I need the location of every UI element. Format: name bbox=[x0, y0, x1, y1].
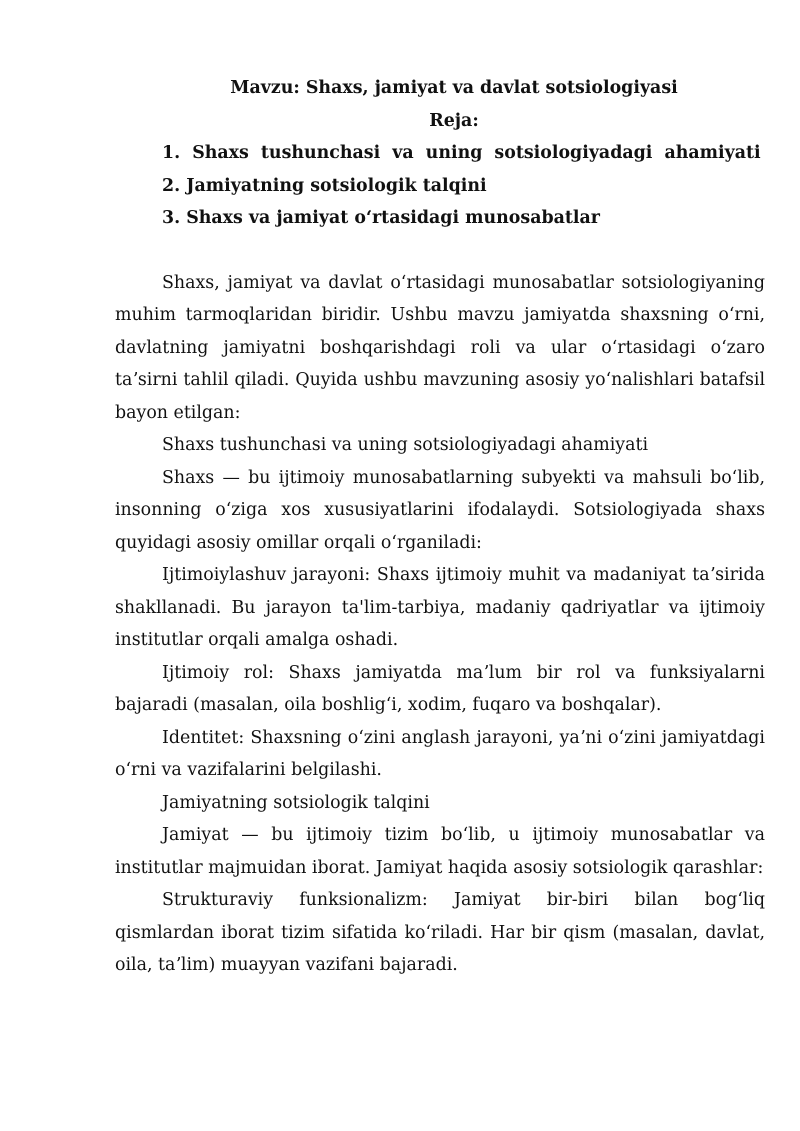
document-title: Mavzu: Shaxs, jamiyat va davlat sotsiologiyasi bbox=[230, 78, 678, 98]
paragraph-social-role: Ijtimoiy rol: Shaxs jamiyatda maʼlum bir rol va funksiyalarni bajaradi (masalan, oila boshligʻi, xodim, fuqaro va boshqalar). bbox=[115, 662, 765, 715]
section-heading-shaxs: Shaxs tushunchasi va uning sotsiologiyadagi ahamiyati bbox=[162, 435, 649, 455]
section-spacer bbox=[115, 235, 765, 267]
document-body bbox=[115, 72, 765, 982]
section-heading-jamiyat: Jamiyatning sotsiologik talqini bbox=[162, 792, 430, 813]
plan-item-2: 2. Jamiyatning sotsiologik talqini bbox=[162, 175, 487, 196]
paragraph-shaxs-definition: Shaxs — bu ijtimoiy munosabatlarning subyekti va mahsuli boʻlib, insonning oʻziga xos xususiyatlarini ifodalaydi. Sotsiologiyada shaxs quyidagi asosiy omillar orqali oʻrganiladi: bbox=[115, 467, 765, 553]
paragraph-jamiyat-definition: Jamiyat — bu ijtimoiy tizim boʻlib, u ijtimoiy munosabatlar va institutlar majmuidan iborat. Jamiyat haqida asosiy sotsiologik qarashlar: bbox=[115, 825, 765, 878]
paragraph-socialization: Ijtimoiylashuv jarayoni: Shaxs ijtimoiy muhit va madaniyat taʼsirida shakllanadi. Bu jarayon ta'lim-tarbiya, madaniy qadriyatlar va ijtimoiy institutlar orqali amalga oshadi. bbox=[115, 565, 765, 650]
paragraph-functionalism: Strukturaviy funksionalizm: Jamiyat bir-biri bilan bogʻliq qismlardan iborat tizim sifatida koʻriladi. Har bir qism (masalan, davlat, oila, taʼlim) muayyan vazifani bajaradi. bbox=[115, 890, 765, 975]
plan-item-3: 3. Shaxs va jamiyat oʻrtasidagi munosabatlar bbox=[162, 208, 600, 228]
plan-item-1: 1. Shaxs tushunchasi va uning sotsiologiyadagi ahamiyati bbox=[162, 143, 761, 163]
plan-label: Reja: bbox=[429, 110, 479, 131]
paragraph-identity: Identitet: Shaxsning oʻzini anglash jarayoni, yaʼni oʻzini jamiyatdagi oʻrni va vazifalarini belgilashi. bbox=[115, 727, 765, 780]
paragraph-intro: Shaxs, jamiyat va davlat oʻrtasidagi munosabatlar sotsiologiyaning muhim tarmoqlaridan biridir. Ushbu mavzu jamiyatda shaxsning oʻrni, davlatning jamiyatni boshqarishdagi roli va ular oʻrtasidagi oʻzaro taʼsirni tahlil qiladi. Quyida ushbu mavzuning asosiy yoʻnalishlari batafsil bayon etilgan: bbox=[115, 272, 765, 423]
